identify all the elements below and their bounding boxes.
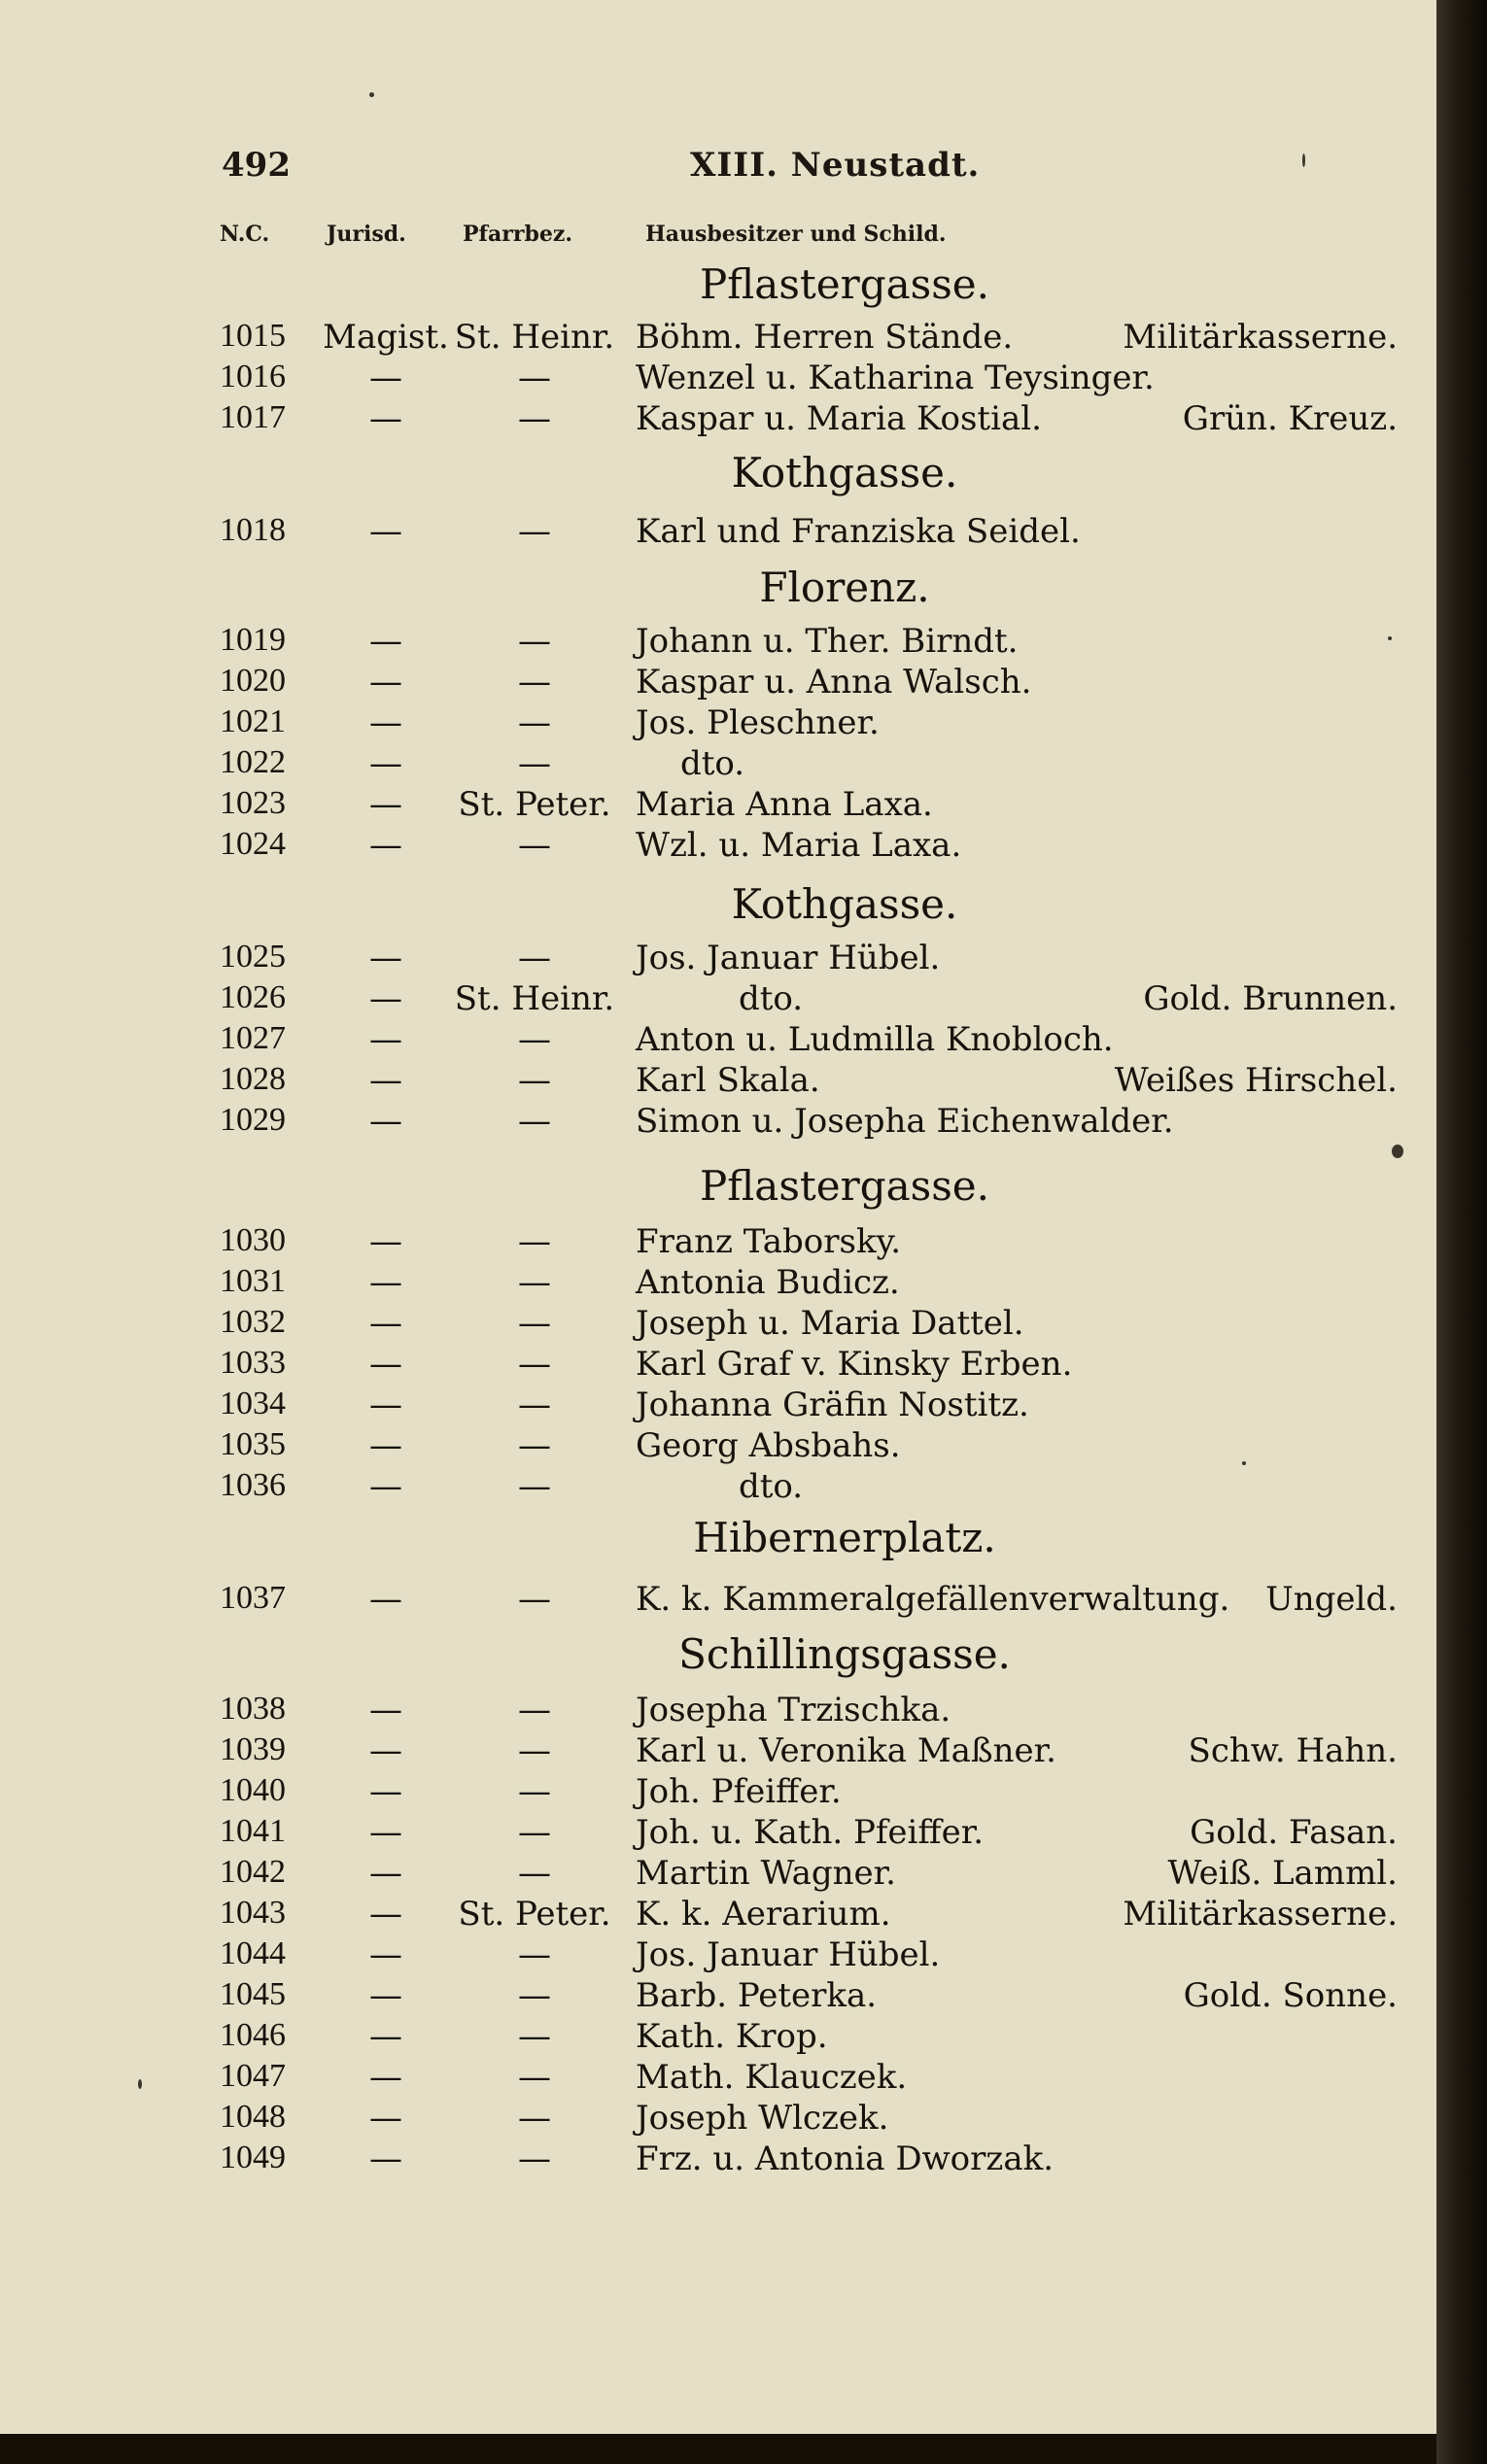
table-row: 1049 — — Frz. u. Antonia Dworzak. bbox=[220, 2139, 1054, 2178]
street-heading: Pflastergasse. bbox=[700, 260, 989, 308]
table-row: 1038 — — Josepha Trzischka. bbox=[220, 1691, 951, 1729]
paper-speck bbox=[1392, 1145, 1403, 1158]
table-row: 1016 — — Wenzel u. Katharina Teysinger. bbox=[220, 359, 1155, 397]
table-row: 1045 — — Barb. Peterka. Gold. Sonne. bbox=[220, 1976, 1398, 2015]
street-heading: Pflastergasse. bbox=[700, 1162, 989, 1210]
table-row: 1047 — — Math. Klauczek. bbox=[220, 2058, 908, 2097]
table-row: 1040 — — Joh. Pfeiffer. bbox=[220, 1772, 842, 1811]
table-row: 1036 — — dto. bbox=[220, 1467, 804, 1506]
column-header-owner: Hausbesitzer und Schild. bbox=[645, 222, 947, 247]
table-row: 1021 — — Jos. Pleschner. bbox=[220, 703, 880, 742]
paper-speck bbox=[138, 2079, 142, 2089]
paper-speck bbox=[369, 92, 374, 97]
table-row: 1025 — — Jos. Januar Hübel. bbox=[220, 939, 941, 977]
table-row: 1048 — — Joseph Wlczek. bbox=[220, 2099, 889, 2138]
running-title: XIII. Neustadt. bbox=[690, 146, 981, 185]
paper-speck bbox=[1302, 154, 1305, 167]
table-row: 1026 — St. Heinr. dto. Gold. Brunnen. bbox=[220, 979, 1398, 1018]
table-row: 1019 — — Johann u. Ther. Birndt. bbox=[220, 622, 1019, 661]
table-row: 1041 — — Joh. u. Kath. Pfeiffer. Gold. Fasan. bbox=[220, 1813, 1398, 1852]
column-header-number: N.C. bbox=[220, 222, 270, 247]
paper-speck bbox=[1242, 1461, 1246, 1465]
table-row: 1027 — — Anton u. Ludmilla Knobloch. bbox=[220, 1020, 1114, 1059]
street-heading: Kothgasse. bbox=[731, 880, 958, 928]
table-row: 1017 — — Kaspar u. Maria Kostial. Grün. Kreuz. bbox=[220, 399, 1398, 438]
street-heading: Kothgasse. bbox=[731, 449, 958, 496]
table-row: 1023 — St. Peter. Maria Anna Laxa. bbox=[220, 785, 933, 824]
table-row: 1044 — — Jos. Januar Hübel. bbox=[220, 1935, 941, 1974]
paper-speck bbox=[1388, 636, 1392, 640]
table-row: 1020 — — Kaspar u. Anna Walsch. bbox=[220, 663, 1032, 702]
column-header-jurisdiction: Jurisd. bbox=[327, 222, 406, 247]
table-row: 1032 — — Joseph u. Maria Dattel. bbox=[220, 1304, 1024, 1343]
table-row: 1018 — — Karl und Franziska Seidel. bbox=[220, 512, 1081, 551]
table-row: 1028 — — Karl Skala. Weißes Hirschel. bbox=[220, 1061, 1398, 1100]
table-row: 1035 — — Georg Absbahs. bbox=[220, 1426, 901, 1465]
table-row: 1046 — — Kath. Krop. bbox=[220, 2017, 828, 2056]
table-row: 1042 — — Martin Wagner. Weiß. Lamml. bbox=[220, 1854, 1398, 1893]
column-header-parish: Pfarrbez. bbox=[463, 222, 572, 247]
table-row: 1043 — St. Peter. K. k. Aerarium. Militärkasserne. bbox=[220, 1895, 1398, 1934]
book-binding-edge bbox=[1436, 0, 1487, 2464]
table-row: 1033 — — Karl Graf v. Kinsky Erben. bbox=[220, 1345, 1073, 1384]
table-row: 1039 — — Karl u. Veronika Maßner. Schw. Hahn. bbox=[220, 1731, 1398, 1770]
table-row: 1024 — — Wzl. u. Maria Laxa. bbox=[220, 826, 962, 865]
street-heading: Hibernerplatz. bbox=[693, 1514, 996, 1561]
table-row: 1030 — — Franz Taborsky. bbox=[220, 1222, 902, 1261]
table-row: 1022 — — dto. bbox=[220, 744, 745, 783]
table-row: 1031 — — Antonia Budicz. bbox=[220, 1263, 900, 1302]
page-header bbox=[0, 146, 1436, 194]
street-heading: Schillingsgasse. bbox=[678, 1630, 1011, 1678]
page-number: 492 bbox=[222, 146, 291, 185]
street-heading: Florenz. bbox=[759, 564, 930, 611]
page-bottom-shadow bbox=[0, 2434, 1436, 2464]
table-row: 1037 — — K. k. Kammeralgefällenverwaltung. Ungeld. bbox=[220, 1580, 1398, 1619]
table-row: 1029 — — Simon u. Josepha Eichenwalder. bbox=[220, 1102, 1174, 1141]
table-row: 1015 Magist. St. Heinr. Böhm. Herren Stände. Militärkasserne. bbox=[220, 318, 1398, 357]
table-row: 1034 — — Johanna Gräfin Nostitz. bbox=[220, 1386, 1029, 1424]
